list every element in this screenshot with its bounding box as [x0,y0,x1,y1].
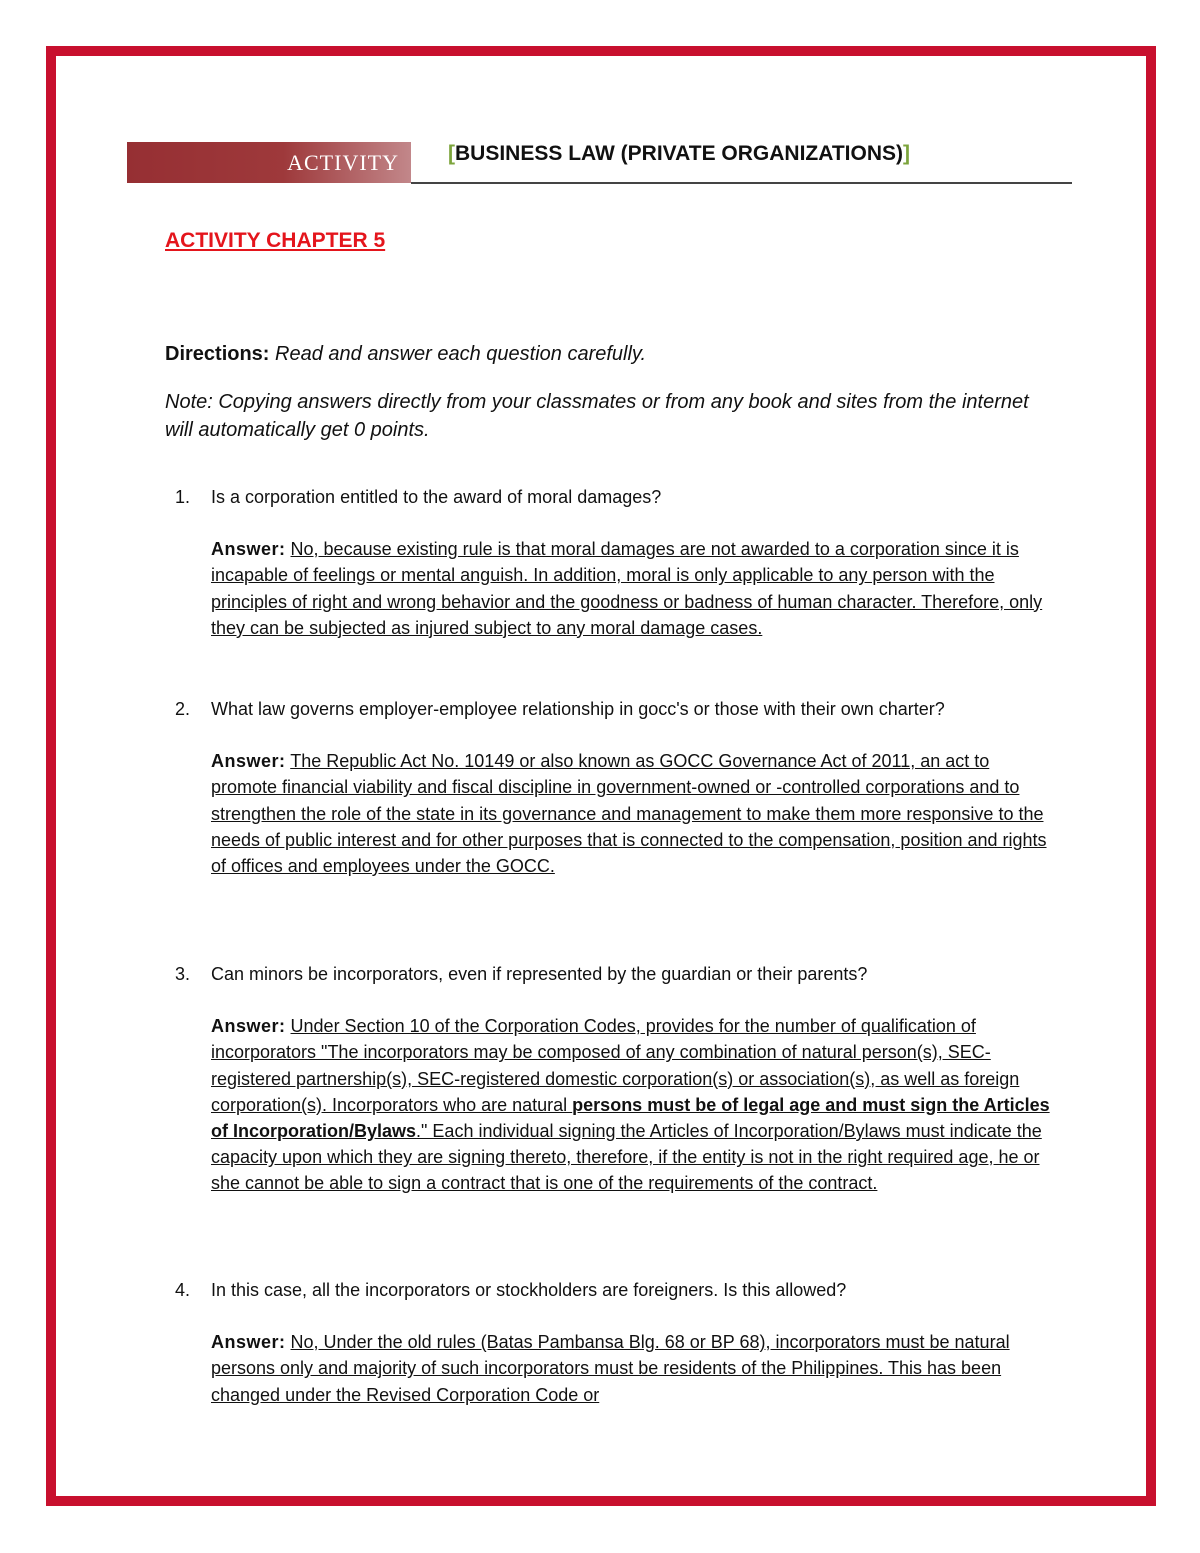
question-text: What law governs employer-employee relationship in gocc's or those with their own charter? [211,699,945,719]
answer-label: Answer: [211,1332,286,1353]
question-block-3 [165,961,1065,1197]
answer [211,748,1051,879]
answer-text-bold: persons must be of legal age and must sign the Articles of Incorporation/Bylaws [211,1094,1050,1142]
answer-text-part1: Under Section 10 of the Corporation Codes, provides for the number of qualification of incorporators "The incorporators may be composed of any combination of natural person(s), SEC-registered partnership(s), SEC-registered domestic corporation(s) or association(s), as well as foreign corporation(s). Incorporators who are natural [211,1016,1020,1115]
bracket-open: [ [448,142,455,165]
header-activity-label: ACTIVITY [287,149,399,175]
course-title [448,142,910,172]
answer-label: Answer: [211,539,286,560]
answer-text-part2: ." Each individual signing the Articles of Incorporation/Bylaws must indicate the capacity upon which they are signing thereto, therefore, if the entity is not in the right required age, he or she cannot be able to sign a contract that is one of the requirements of the contract. [211,1121,1042,1194]
directions [165,343,646,366]
answer [211,1329,1051,1408]
answer-label: Answer: [211,751,286,772]
header-activity-band [127,142,411,183]
question-block-1 [165,484,1065,641]
header-divider [411,182,1072,184]
question-text: Can minors be incorporators, even if represented by the guardian or their parents? [211,964,868,984]
question-block-4 [165,1277,1065,1408]
question-number: 2. [175,699,191,719]
directions-text: Read and answer each question carefully. [275,343,646,365]
note: Note: Copying answers directly from your classmates or from any book and sites from the internet will automatically get 0 points. [165,391,1029,441]
directions-label: Directions: [165,343,270,365]
answer-label: Answer: [211,1016,286,1037]
question-number: 1. [175,487,191,507]
answer-text: No, because existing rule is that moral damages are not awarded to a corporation since it is incapable of feelings or mental anguish. In addition, moral is only applicable to any person with the principles of right and wrong behavior and the goodness or badness of human character. Therefore, only they can be subjected as injured subject to any moral damage cases. [211,539,1043,638]
question-number: 3. [175,964,191,984]
course-title-text: BUSINESS LAW (PRIVATE ORGANIZATIONS) [455,142,904,165]
question-number: 4. [175,1280,191,1300]
answer-text: The Republic Act No. 10149 or also known as GOCC Governance Act of 2011, an act to promote financial viability and fiscal discipline in government-owned or -controlled corporations and to strengthen the role of the state in its governance and management to make them more responsive to the needs of public interest and for other purposes that is connected to the compensation, position and rights of offices and employees under the GOCC. [211,751,1047,877]
chapter-title: ACTIVITY CHAPTER 5 [165,229,386,252]
question-text: In this case, all the incorporators or stockholders are foreigners. Is this allowed? [211,1280,847,1300]
question-text: Is a corporation entitled to the award of moral damages? [211,487,662,507]
answer [211,1013,1051,1196]
answer [211,536,1051,641]
bracket-close: ] [903,142,911,165]
answer-text: No, Under the old rules (Batas Pambansa Blg. 68 or BP 68), incorporators must be natural persons only and majority of such incorporators must be residents of the Philippines. This has been changed under the Revised Corporation Code or [211,1332,1010,1405]
question-block-2 [165,696,1065,879]
